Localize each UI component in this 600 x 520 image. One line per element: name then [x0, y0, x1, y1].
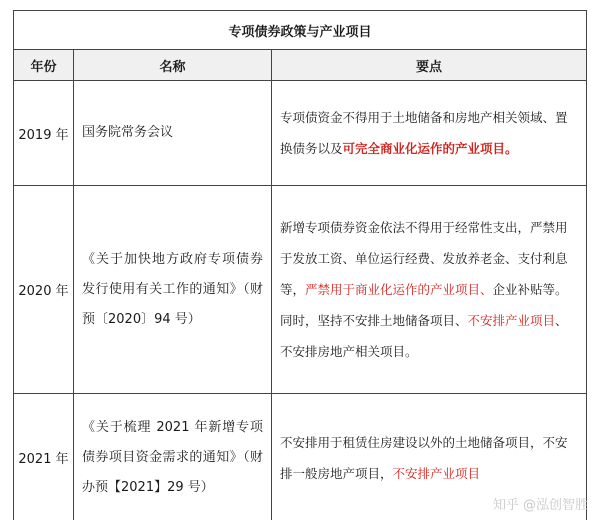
header-name: 名称	[74, 50, 272, 81]
row-points	[272, 81, 587, 186]
row-year: 2019 年	[14, 81, 74, 186]
point-highlight: 不安排产业项目	[392, 465, 481, 481]
watermark	[493, 494, 588, 513]
table-row	[14, 186, 587, 394]
header-year: 年份	[14, 50, 74, 81]
point-highlight: 严禁用于商业化运作的产业项目、	[305, 282, 493, 297]
row-name: 国务院常务会议	[74, 81, 272, 186]
row-year: 2021 年	[14, 394, 74, 520]
point-text: 专项债资金不得用于土地储备和房地产相关领域、置换债务以及	[280, 110, 568, 156]
point-text: 企业补贴等。同时，坚持不安排土地储备项目、	[280, 282, 568, 328]
watermark-brand: 知乎	[492, 498, 519, 513]
row-points	[272, 186, 587, 394]
point-text: 不安排用于租赁住房建设以外的土地储备项目，不安排一般房地产项目，	[280, 434, 568, 481]
point-text: 、不安排房地产相关项目。	[280, 313, 568, 359]
table-row	[14, 81, 587, 186]
point-highlight: 可完全商业化运作的产业项目。	[342, 141, 518, 156]
table-title-row	[14, 11, 587, 50]
row-name: 《关于加快地方政府专项债券发行使用有关工作的通知》（财预〔2020〕94 号）	[74, 186, 272, 394]
row-year: 2020 年	[14, 186, 74, 394]
table-title: 专项债券政策与产业项目	[14, 11, 587, 50]
point-text: 新增专项债券资金依法不得用于经常性支出，严禁用于发放工资、单位运行经费、发放养老金、支付利息等，	[280, 220, 568, 297]
row-name: 《关于梳理 2021 年新增专项债券项目资金需求的通知》（财办预【2021】29 号）	[74, 394, 272, 520]
header-points: 要点	[272, 50, 587, 81]
policy-table	[13, 10, 587, 520]
point-highlight: 不安排产业项目	[467, 313, 556, 328]
watermark-author: @泓创智胜	[522, 498, 588, 513]
table-header-row	[14, 50, 587, 81]
